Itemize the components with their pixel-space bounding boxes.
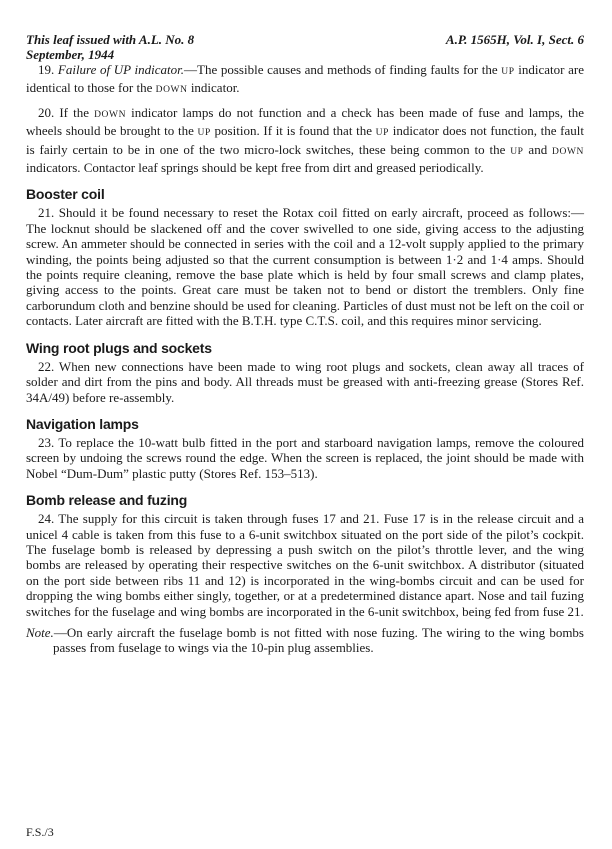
paragraph-19-text-2: indicator are identical to those for the	[26, 62, 584, 96]
paragraph-19-text-3: indicator.	[187, 80, 240, 96]
note	[26, 625, 584, 656]
publication-reference: A.P. 1565H, Vol. I, Sect. 6	[445, 32, 584, 47]
up-smallcaps: UP	[197, 128, 211, 139]
note-text: —On early aircraft the fuselage bomb is not fitted with nose fuzing. The wiring to the wing bombs passes from fuselage to wings via the 10-pin plug assemblies.	[53, 624, 584, 656]
paragraph-19-title: Failure of UP indicator.	[57, 62, 184, 77]
section-heading-bomb-release: Bomb release and fuzing	[26, 492, 188, 509]
down-smallcaps: DOWN	[94, 109, 127, 120]
section-heading-navigation-lamps: Navigation lamps	[26, 415, 139, 432]
page-footer-code: F.S./3	[26, 825, 54, 839]
section-heading-booster-coil: Booster coil	[26, 186, 105, 203]
paragraph-22: 22. When new connections have been made to wing root plugs and sockets, clean away all traces of solder and dirt from the pins and body. All threads must be greased with anti-freezing grease (Stores Ref. 34A/49) before re-assembly.	[26, 358, 584, 405]
paragraph-24: 24. The supply for this circuit is taken through fuses 17 and 21. Fuse 17 is in the release circuit and a unicel 4 cable is taken from this fuse to a 6-unit switchbox situated on the port side of the pilot’s cockpit. The fuselage bomb is released by depressing a push switch on the pilot’s throttle lever, and the wing bombs are released by operating their respective switches on the 6-unit switchbox. A distributor (situated on the port side between ribs 11 and 12) is incorporated in the wing-bombs circuit and can be used for dropping the wing bombs either singly, together, or at a predetermined distance apart. Nose and tail fuzing switches for the fuselage and wing bombs are incorporated in the 6-unit switchbox, being fed from fuse 21.	[26, 511, 584, 619]
paragraph-20-text-f: indicators. Contactor leaf springs should be kept free from dirt and greased periodically.	[26, 160, 484, 176]
page-header	[26, 32, 584, 62]
paragraph-21: 21. Should it be found necessary to reset the Rotax coil fitted on early aircraft, proceed as follows:— The locknut should be slackened off and the cover swivelled to one side, giving access to the adjusting screw. An ammeter should be connected in series with the coil and a 12-volt supply applied to the primary winding, the points being adjusted so that the current consumption is between 1·2 and 1·4 amps. Should the points require cleaning, remove the base plate which is held by four small screws and clamp plates, giving access to the points. Great care must be taken not to bend or distort the tremblers. Only fine carborundum cloth and benzine should be used for cleaning. Particles of dust must not be left on the coil or contacts. Later aircraft are fitted with the B.T.H. type C.T.S. coil, and this requires minor servicing.	[26, 205, 584, 329]
paragraph-19-text: —The possible causes and methods of finding faults for the	[184, 62, 502, 77]
paragraph-19-number: 19.	[38, 62, 55, 77]
paragraph-20	[26, 105, 584, 176]
issue-date: September, 1944	[26, 47, 115, 62]
issue-line: This leaf issued with A.L. No. 8	[26, 32, 195, 47]
section-heading-wing-root-plugs: Wing root plugs and sockets	[26, 339, 212, 356]
paragraph-20-text-d: indicator does not function, the fault is fairly certain to be in one of the two micro-lock switches, these being common to the	[26, 123, 584, 157]
paragraph-19	[26, 62, 584, 99]
paragraph-20-text-b: indicator lamps do not function and a check has been made of fuse and lamps, the wheels should be brought to the	[26, 104, 584, 139]
paragraph-23: 23. To replace the 10-watt bulb fitted in the port and starboard navigation lamps, remove the coloured screen by undoing the screws round the edge. When the screen is replaced, the joint should be made with Nobel “Dum-Dum” plastic putty (Stores Ref. 153–513).	[26, 434, 584, 481]
up-smallcaps: UP	[375, 128, 390, 139]
paragraph-20-text-a: 20. If the	[38, 104, 95, 120]
up-smallcaps: UP	[510, 146, 524, 157]
document-page	[26, 32, 584, 656]
note-label: Note.	[26, 624, 54, 640]
paragraph-20-text-e: and	[523, 141, 553, 157]
down-smallcaps: DOWN	[155, 85, 188, 96]
up-smallcaps: UP	[501, 67, 515, 77]
issue-info	[26, 32, 326, 62]
down-smallcaps: DOWN	[552, 146, 584, 157]
paragraph-20-text-c: position. If it is found that the	[210, 123, 376, 139]
